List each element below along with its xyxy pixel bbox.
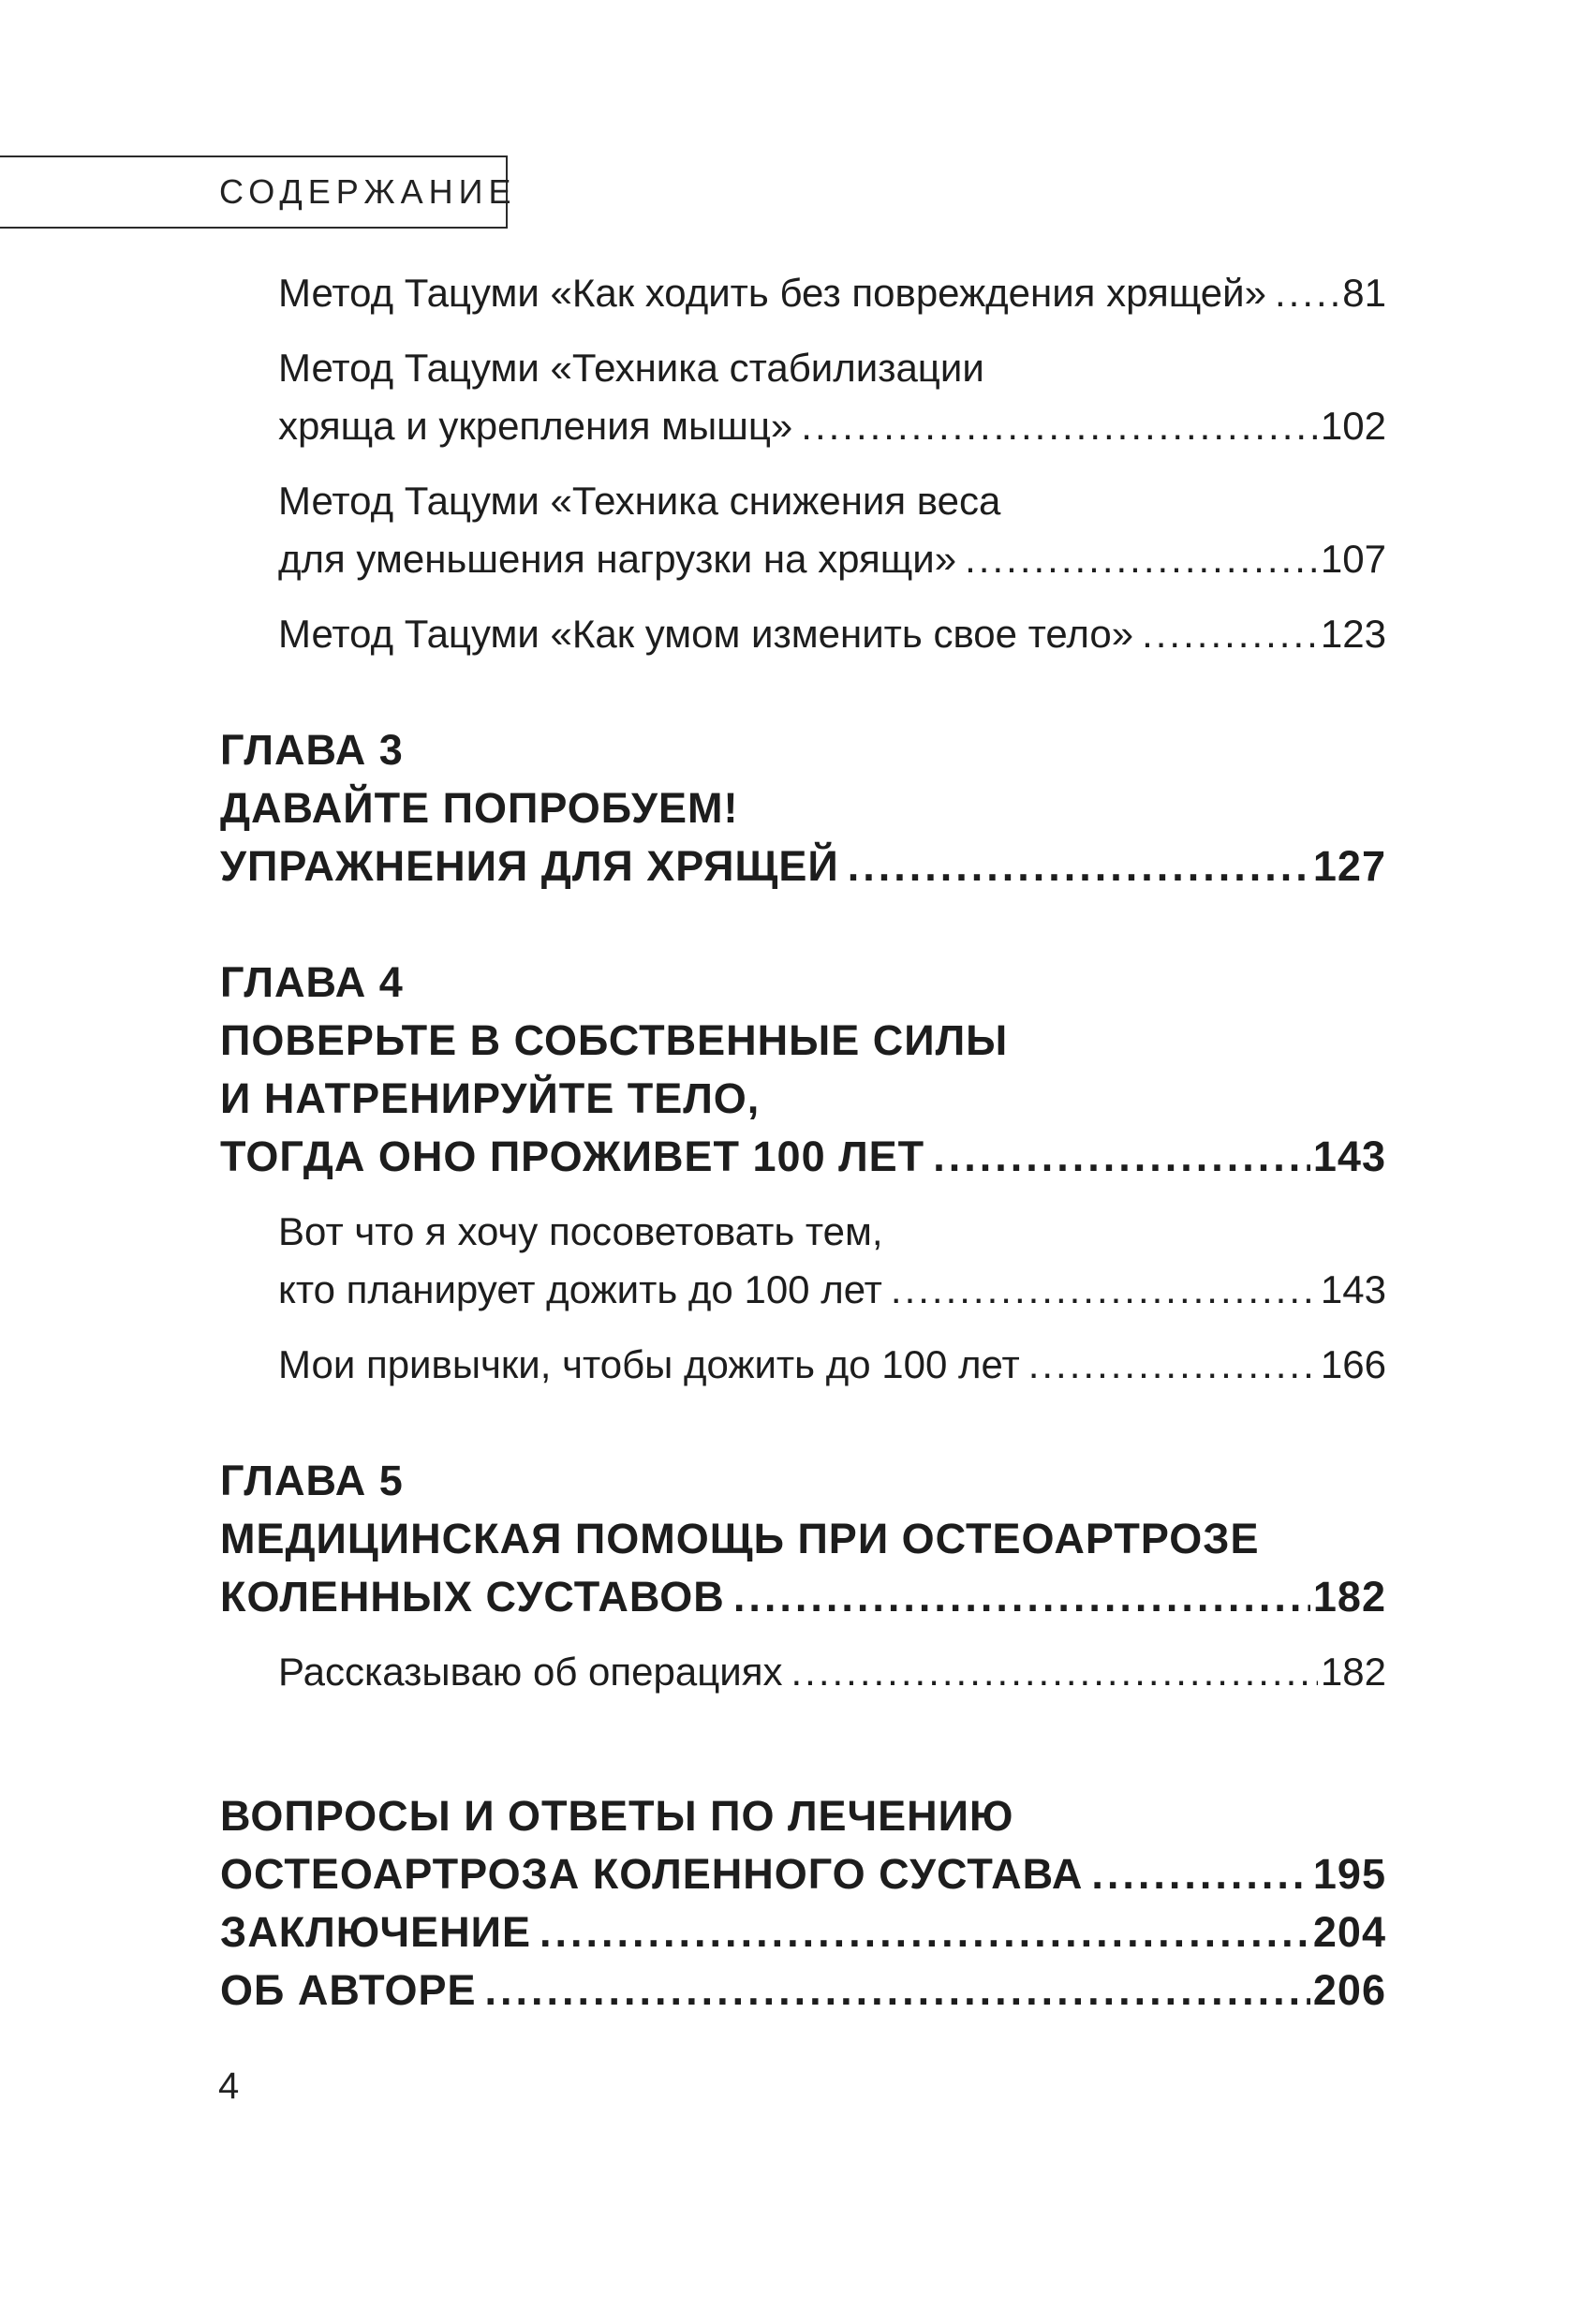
- toc-sub-entry: [220, 264, 1386, 322]
- toc-sub-entry: [220, 605, 1386, 663]
- toc-page-number: 166: [1320, 1342, 1386, 1386]
- toc-line-text: ПОВЕРЬТЕ В СОБСТВЕННЫЕ СИЛЫ: [220, 1016, 1009, 1064]
- toc-line-text: ТОГДА ОНО ПРОЖИВЕТ 100 ЛЕТ: [220, 1132, 925, 1180]
- dot-leader: [791, 1643, 1318, 1701]
- toc-line: [220, 837, 1386, 896]
- toc-line-text: ДАВАЙТЕ ПОПРОБУЕМ!: [220, 784, 739, 832]
- toc-line-text: Мои привычки, чтобы дожить до 100 лет: [278, 1342, 1020, 1386]
- dot-leader: [1142, 605, 1318, 663]
- toc-line: [278, 397, 1386, 455]
- toc-line: [278, 1336, 1386, 1394]
- toc-section-chapter-5: [220, 1452, 1386, 1701]
- dot-leader: [848, 837, 1310, 896]
- toc-page-number: 102: [1320, 404, 1386, 448]
- toc-sub-entry: [220, 339, 1386, 455]
- toc-line: [220, 1452, 1386, 1510]
- dot-leader: [1028, 1336, 1318, 1394]
- toc-line-text: Метод Тацуми «Как ходить без повреждения хрящей»: [278, 271, 1266, 315]
- dot-leader: [891, 1261, 1318, 1319]
- toc-page-number: 107: [1320, 537, 1386, 581]
- toc-line: [278, 339, 1386, 397]
- toc-line-text: УПРАЖНЕНИЯ ДЛЯ ХРЯЩЕЙ: [220, 842, 839, 890]
- toc-chapter-entry: [220, 954, 1386, 1186]
- toc-line-text: Метод Тацуми «Техника снижения веса: [278, 479, 1001, 523]
- toc-line-text: для уменьшения нагрузки на хрящи»: [278, 537, 957, 581]
- toc-page-number: 143: [1320, 1267, 1386, 1311]
- toc-page-number: 81: [1342, 271, 1386, 315]
- toc-chapter-entry: [220, 721, 1386, 896]
- toc-line: [220, 1903, 1386, 1961]
- toc-line: [220, 1012, 1386, 1070]
- dot-leader: [733, 1568, 1310, 1626]
- toc-line: [278, 530, 1386, 588]
- dot-leader: [1091, 1845, 1310, 1903]
- dot-leader: [485, 1961, 1310, 2020]
- toc-line-text: ГЛАВА 3: [220, 726, 404, 774]
- toc-line-text: Метод Тацуми «Техника стабилизации: [278, 346, 984, 390]
- toc-line-text: МЕДИЦИНСКАЯ ПОМОЩЬ ПРИ ОСТЕОАРТРОЗЕ: [220, 1515, 1260, 1562]
- dot-leader: [933, 1128, 1310, 1186]
- toc-sub-entry: [220, 1203, 1386, 1319]
- toc-line-text: ГЛАВА 5: [220, 1457, 404, 1504]
- dot-leader: [1275, 264, 1339, 322]
- toc-section-back-matter: [220, 1787, 1386, 2020]
- toc-line: [220, 1128, 1386, 1186]
- toc-page-number: 182: [1312, 1573, 1386, 1621]
- toc-line-text: ОБ АВТОРЕ: [220, 1966, 477, 2014]
- toc-chapter-entry: [220, 1961, 1386, 2020]
- contents-header-title: СОДЕРЖАНИЕ: [219, 172, 517, 211]
- toc-line: [220, 1961, 1386, 2020]
- toc-line-text: ГЛАВА 4: [220, 958, 404, 1006]
- toc-line: [278, 264, 1386, 322]
- toc-line-text: кто планирует дожить до 100 лет: [278, 1267, 882, 1311]
- toc-line: [278, 605, 1386, 663]
- toc-line: [220, 779, 1386, 837]
- toc-line: [278, 1643, 1386, 1701]
- toc-line-text: хряща и укрепления мышц»: [278, 404, 793, 448]
- toc-line-text: Рассказываю об операциях: [278, 1650, 783, 1694]
- toc-section-chapter-2-subsections: [220, 264, 1386, 663]
- toc: [220, 264, 1386, 2020]
- toc-sub-entry: [220, 472, 1386, 588]
- toc-chapter-entry: [220, 1903, 1386, 1961]
- toc-chapter-entry: [220, 1452, 1386, 1626]
- toc-chapter-entry: [220, 1787, 1386, 1903]
- dot-leader: [801, 397, 1318, 455]
- toc-line: [220, 1070, 1386, 1128]
- toc-line-text: Вот что я хочу посоветовать тем,: [278, 1209, 883, 1253]
- toc-sub-entry: [220, 1643, 1386, 1701]
- toc-line: [220, 1568, 1386, 1626]
- toc-section-chapter-3: [220, 721, 1386, 896]
- contents-header-box: [0, 155, 517, 229]
- toc-page-number: 123: [1320, 612, 1386, 656]
- toc-page-number: 195: [1312, 1850, 1386, 1898]
- toc-line: [278, 1261, 1386, 1319]
- toc-line-text: ОСТЕОАРТРОЗА КОЛЕННОГО СУСТАВА: [220, 1850, 1084, 1898]
- toc-page-number: 204: [1312, 1908, 1386, 1956]
- toc-line-text: ВОПРОСЫ И ОТВЕТЫ ПО ЛЕЧЕНИЮ: [220, 1792, 1014, 1840]
- folio-page-number: 4: [218, 2065, 240, 2107]
- toc-line: [220, 1845, 1386, 1903]
- toc-page-number: 127: [1312, 842, 1386, 890]
- dot-leader: [965, 530, 1318, 588]
- toc-line: [220, 721, 1386, 779]
- dot-leader: [540, 1903, 1310, 1961]
- toc-line-text: ЗАКЛЮЧЕНИЕ: [220, 1908, 532, 1956]
- toc-page-number: 143: [1312, 1132, 1386, 1180]
- toc-line: [220, 954, 1386, 1012]
- toc-sub-entry: [220, 1336, 1386, 1394]
- toc-line: [220, 1510, 1386, 1568]
- toc-line: [220, 1787, 1386, 1845]
- toc-page-number: 206: [1312, 1966, 1386, 2014]
- toc-line-text: И НАТРЕНИРУЙТЕ ТЕЛО,: [220, 1074, 761, 1122]
- toc-line-text: КОЛЕННЫХ СУСТАВОВ: [220, 1573, 725, 1621]
- toc-page-number: 182: [1320, 1650, 1386, 1694]
- toc-line: [278, 1203, 1386, 1261]
- toc-line: [278, 472, 1386, 530]
- toc-section-chapter-4: [220, 954, 1386, 1394]
- toc-line-text: Метод Тацуми «Как умом изменить свое тело»: [278, 612, 1134, 656]
